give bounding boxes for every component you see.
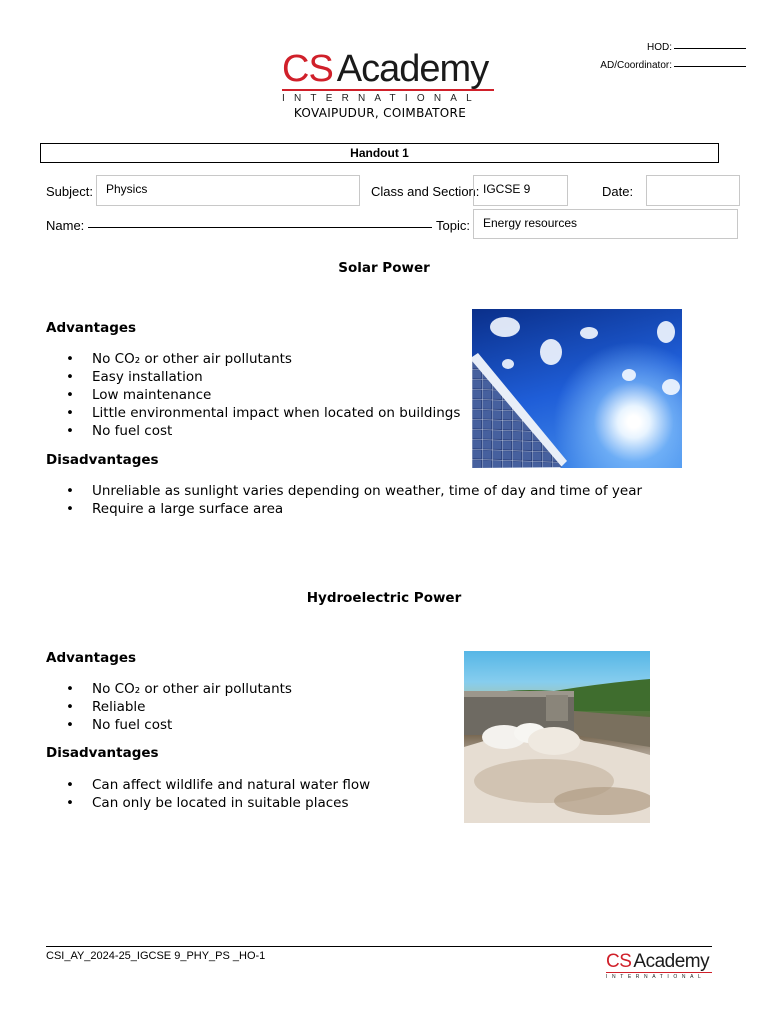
hydro-disadvantages-heading: Disadvantages [46,745,159,761]
solar-section-title: Solar Power [338,260,430,276]
hod-label: HOD: [647,42,672,53]
logo-academy-text: Academy [336,48,489,90]
name-label: Name: [46,218,85,233]
footer-logo-divider [606,972,712,973]
footer-logo-academy-text: Academy [633,951,710,972]
hod-signature-line [674,48,746,49]
solar-advantages-heading: Advantages [46,320,137,336]
hydro-disadvantages-list [66,776,370,812]
footer-logo-international-text: INTERNATIONAL [606,974,706,980]
class-label: Class and Section: [371,184,480,199]
solar-disadvantages-heading: Disadvantages [46,452,159,468]
footer-document-code: CSI_AY_2024-25_IGCSE 9_PHY_PS _HO-1 [46,950,266,962]
name-field[interactable] [88,227,432,228]
footer-logo [606,952,718,980]
coordinator-signature [600,60,746,71]
list-item: • Reliable [66,699,146,715]
date-field[interactable] [646,175,740,206]
topic-label: Topic: [436,218,470,233]
list-item: • No fuel cost [66,423,173,439]
hod-signature [647,42,746,53]
coordinator-label: AD/Coordinator: [600,60,672,71]
solar-disadvantages-list [66,482,642,518]
logo-international-text: INTERNATIONAL [282,93,481,104]
hydro-advantages-heading: Advantages [46,650,137,666]
list-item: • Can only be located in suitable places [66,795,349,811]
list-item: • Can affect wildlife and natural water flow [66,777,371,793]
list-item: • No CO₂ or other air pollutants [66,351,292,367]
coordinator-signature-line [674,66,746,67]
dam-graphic [464,651,650,823]
list-item: • Unreliable as sunlight varies depending on weather, time of day and time of year [66,483,643,499]
list-item: • No CO₂ or other air pollutants [66,681,292,697]
logo-cs-text: CS [282,48,333,90]
list-item: • Easy installation [66,369,203,385]
class-field[interactable]: IGCSE 9 [473,175,568,206]
name-row [46,218,432,233]
handout-title: Handout 1 [40,143,719,163]
solar-panel-image [472,309,682,468]
hydroelectric-dam-image [464,651,650,823]
hydro-section-title: Hydroelectric Power [306,590,462,606]
footer-divider [46,946,712,947]
subject-field[interactable]: Physics [96,175,360,206]
list-item: • Low maintenance [66,387,212,403]
subject-label: Subject: [46,184,93,199]
date-label: Date: [602,184,634,199]
school-logo [282,50,498,104]
list-item: • No fuel cost [66,717,173,733]
school-location: KOVAIPUDUR, COIMBATORE [293,106,467,120]
footer-logo-cs-text: CS [606,951,632,972]
hydro-advantages-list [66,680,292,734]
list-item: • Require a large surface area [66,501,284,517]
solar-panel-graphic [472,309,682,468]
topic-field[interactable]: Energy resources [473,209,738,239]
list-item: • Little environmental impact when located on buildings [66,405,461,421]
solar-advantages-list [66,350,460,440]
